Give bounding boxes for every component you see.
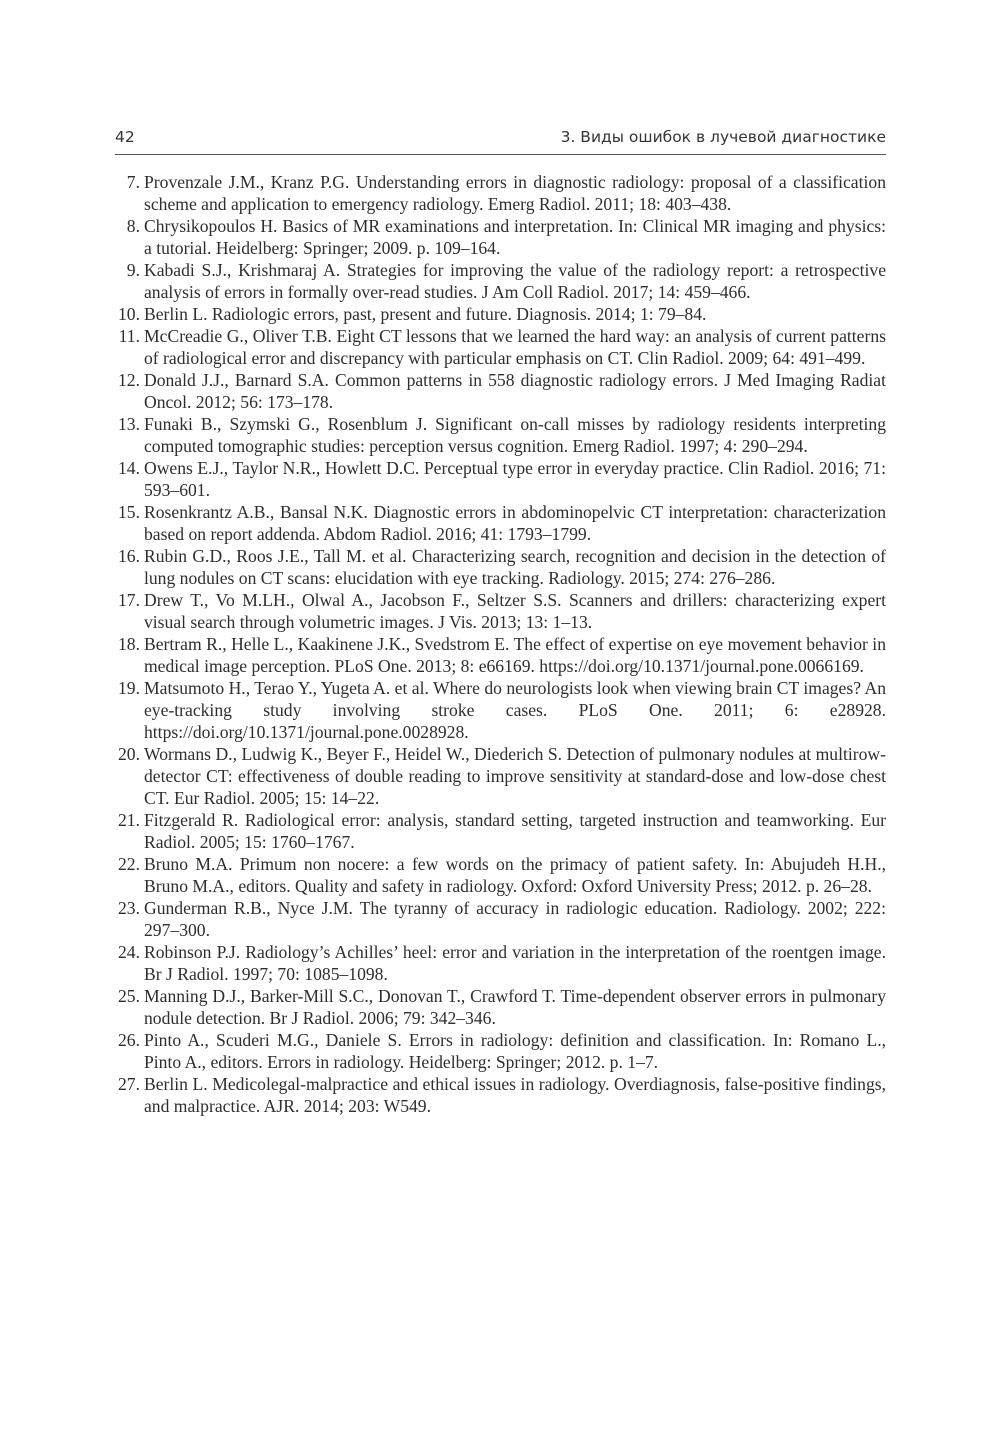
reference-text: Rubin G.D., Roos J.E., Tall M. et al. Characterizing search, recognition and decision in the detection of lung nodules on CT scans: elucidation with eye tracking. Radiology. 2015; 274: 276–286.: [144, 546, 886, 588]
reference-text: Provenzale J.M., Kranz P.G. Understanding errors in diagnostic radiology: proposal of a classification scheme and application to emergency radiology. Emerg Radiol. 2011; 18: 403–438.: [144, 172, 886, 214]
reference-item: [115, 413, 886, 457]
reference-text: Pinto A., Scuderi M.G., Daniele S. Errors in radiology: definition and classification. In: Romano L., Pinto A., editors. Errors in radiology. Heidelberg: Springer; 2012. p. 1–7.: [144, 1030, 886, 1072]
reference-list: [115, 171, 886, 1117]
reference-text: Robinson P.J. Radiology’s Achilles’ heel: error and variation in the interpretation of the roentgen image. Br J Radiol. 1997; 70: 1085–1098.: [144, 942, 886, 984]
reference-number: 21.: [118, 810, 140, 830]
reference-text: Fitzgerald R. Radiological error: analysis, standard setting, targeted instruction and teamworking. Eur Radiol. 2005; 15: 1760–1767.: [144, 810, 886, 852]
reference-text: Bruno M.A. Primum non nocere: a few words on the primacy of patient safety. In: Abujudeh H.H., Bruno M.A., editors. Quality and safety in radiology. Oxford: Oxford University Press; 2012. p. 26–28.: [144, 854, 886, 896]
reference-number: 11.: [118, 326, 140, 346]
reference-text: Berlin L. Radiologic errors, past, present and future. Diagnosis. 2014; 1: 79–84.: [144, 304, 707, 324]
reference-item: [115, 1073, 886, 1117]
reference-text: Rosenkrantz A.B., Bansal N.K. Diagnostic errors in abdominopelvic CT interpretation: characterization based on report addenda. Abdom Radiol. 2016; 41: 1793–1799.: [144, 502, 886, 544]
reference-number: 24.: [118, 942, 140, 962]
reference-item: [115, 677, 886, 743]
reference-number: 22.: [118, 854, 140, 874]
reference-item: [115, 171, 886, 215]
reference-item: [115, 743, 886, 809]
running-header: [115, 124, 886, 155]
reference-number: 27.: [118, 1074, 140, 1094]
reference-number: 19.: [118, 678, 140, 698]
reference-item: [115, 215, 886, 259]
reference-number: 8.: [126, 216, 140, 236]
reference-text: Matsumoto H., Terao Y., Yugeta A. et al. Where do neurologists look when viewing brain CT images? An eye-tracking study involving stroke cases. PLoS One. 2011; 6: e28928. https://doi.org/10.1371/journal.pone.0028928.: [144, 678, 886, 742]
reference-item: [115, 303, 886, 325]
reference-item: [115, 369, 886, 413]
reference-number: 16.: [118, 546, 140, 566]
reference-text: McCreadie G., Oliver T.B. Eight CT lessons that we learned the hard way: an analysis of current patterns of radiological error and discrepancy with particular emphasis on CT. Clin Radiol. 2009; 64: 491–499.: [144, 326, 886, 368]
reference-item: [115, 325, 886, 369]
reference-item: [115, 545, 886, 589]
reference-item: [115, 259, 886, 303]
reference-item: [115, 853, 886, 897]
reference-text: Gunderman R.B., Nyce J.M. The tyranny of accuracy in radiologic education. Radiology. 2002; 222: 297–300.: [144, 898, 886, 940]
reference-item: [115, 941, 886, 985]
chapter-title: 3. Виды ошибок в лучевой диагностике: [560, 128, 886, 146]
reference-number: 20.: [118, 744, 140, 764]
reference-item: [115, 589, 886, 633]
reference-text: Kabadi S.J., Krishmaraj A. Strategies for improving the value of the radiology report: a retrospective analysis of errors in formally over-read studies. J Am Coll Radiol. 2017; 14: 459–466.: [144, 260, 886, 302]
reference-text: Funaki B., Szymski G., Rosenblum J. Significant on-call misses by radiology residents interpreting computed tomographic studies: perception versus cognition. Emerg Radiol. 1997; 4: 290–294.: [144, 414, 886, 456]
reference-item: [115, 501, 886, 545]
reference-text: Drew T., Vo M.LH., Olwal A., Jacobson F., Seltzer S.S. Scanners and drillers: characterizing expert visual search through volumetric images. J Vis. 2013; 13: 1–13.: [144, 590, 886, 632]
reference-text: Owens E.J., Taylor N.R., Howlett D.C. Perceptual type error in everyday practice. Clin Radiol. 2016; 71: 593–601.: [144, 458, 886, 500]
reference-item: [115, 985, 886, 1029]
reference-text: Donald J.J., Barnard S.A. Common patterns in 558 diagnostic radiology errors. J Med Imaging Radiat Oncol. 2012; 56: 173–178.: [144, 370, 886, 412]
reference-text: Wormans D., Ludwig K., Beyer F., Heidel W., Diederich S. Detection of pulmonary nodules at multirow-detector CT: effectiveness of double reading to improve sensitivity at standard-dose and low-dose chest CT. Eur Radiol. 2005; 15: 14–22.: [144, 744, 886, 808]
reference-number: 10.: [118, 304, 140, 324]
reference-number: 14.: [118, 458, 140, 478]
reference-number: 18.: [118, 634, 140, 654]
reference-item: [115, 1029, 886, 1073]
reference-number: 26.: [118, 1030, 140, 1050]
reference-number: 15.: [118, 502, 140, 522]
reference-number: 12.: [118, 370, 140, 390]
reference-item: [115, 809, 886, 853]
page-number: 42: [115, 128, 135, 146]
reference-text: Chrysikopoulos H. Basics of MR examinations and interpretation. In: Clinical MR imaging and physics: a tutorial. Heidelberg: Springer; 2009. p. 109–164.: [144, 216, 886, 258]
reference-number: 23.: [118, 898, 140, 918]
reference-number: 13.: [118, 414, 140, 434]
reference-item: [115, 457, 886, 501]
reference-text: Manning D.J., Barker-Mill S.C., Donovan T., Crawford T. Time-dependent observer errors in pulmonary nodule detection. Br J Radiol. 2006; 79: 342–346.: [144, 986, 886, 1028]
reference-item: [115, 633, 886, 677]
reference-number: 17.: [118, 590, 140, 610]
reference-text: Bertram R., Helle L., Kaakinene J.K., Svedstrom E. The effect of expertise on eye movement behavior in medical image perception. PLoS One. 2013; 8: e66169. https://doi.org/10.1371/journal.pone.0066169.: [144, 634, 886, 676]
reference-item: [115, 897, 886, 941]
reference-text: Berlin L. Medicolegal-malpractice and ethical issues in radiology. Overdiagnosis, false-positive findings, and malpractice. AJR. 2014; 203: W549.: [144, 1074, 886, 1116]
reference-number: 25.: [118, 986, 140, 1006]
reference-number: 9.: [126, 260, 140, 280]
reference-number: 7.: [126, 172, 140, 192]
